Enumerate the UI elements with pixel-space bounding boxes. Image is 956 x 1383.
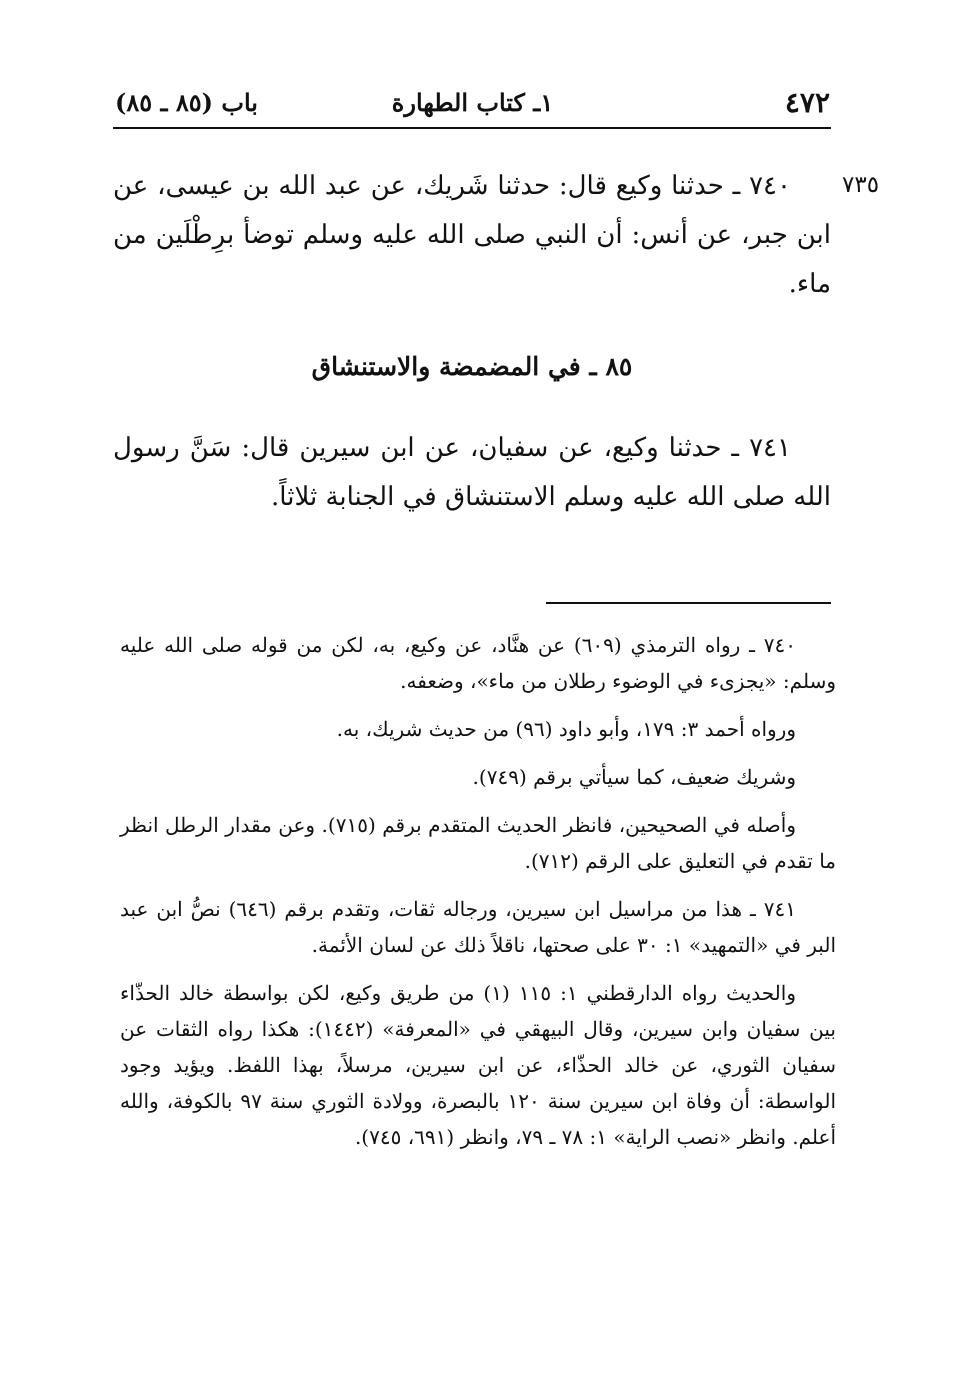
margin-number: ٧٣٥: [842, 172, 880, 198]
page-number: ٤٧٢: [784, 86, 830, 119]
footnote-paragraph: وأصله في الصحيحين، فانظر الحديث المتقدم برقم (٧١٥). وعن مقدار الرطل انظر ما تقدم في التعليق على الرقم (٧١٢).: [120, 813, 836, 873]
footnote-paragraph: وشريك ضعيف، كما سيأتي برقم (٧٤٩).: [472, 765, 796, 789]
section-heading: ٨٥ ـ في المضمضة والاستنشاق: [311, 352, 633, 381]
hadith-text: ٧٤٠ ـ حدثنا وكيع قال: حدثنا شَريك، عن عبد الله بن عيسى، عن ابن جبر، عن أنس: أن النبي صلى الله عليه وسلم توضأ برِطْلَين من ماء.: [113, 171, 831, 299]
footnote-paragraph: ٧٤١ ـ هذا من مراسيل ابن سيرين، ورجاله ثقات، وتقدم برقم (٦٤٦) نصُّ ابن عبد البر في «التمهيد» ١: ٣٠ على صحتها، ناقلاً ذلك عن لسان الأئمة.: [120, 897, 836, 957]
chapter-range: باب (٨٥ ـ ٨٥): [115, 88, 258, 117]
page-header: [115, 86, 830, 126]
footnote-divider: [546, 602, 831, 604]
hadith-740: [113, 162, 831, 309]
footnote-paragraph: ٧٤٠ ـ رواه الترمذي (٦٠٩) عن هنَّاد، عن وكيع، به، لكن من قوله صلى الله عليه وسلم: «يجزىء في الوضوء رطلان من ماء»، وضعفه.: [120, 633, 836, 693]
header-divider: [113, 127, 831, 129]
footnote-paragraph: ورواه أحمد ٣: ١٧٩، وأبو داود (٩٦) من حديث شريك، به.: [336, 717, 796, 741]
footnote-paragraph: والحديث رواه الدارقطني ١: ١١٥ (١) من طريق وكيع، لكن بواسطة خالد الحذّاء بين سفيان وابن سيرين، وقال البيهقي في «المعرفة» (١٤٤٢): هكذا رواه الثقات عن سفيان الثوري، عن خالد الحذّاء، عن ابن سيرين، مرسلاً، بهذا اللفظ. ويؤيد وجود الواسطة: أن وفاة ابن سيرين سنة ١٢٠ بالبصرة، وولادة الثوري سنة ٩٧ بالكوفة، والله أعلم. وانظر «نصب الراية» ١: ٧٨ ـ ٧٩، وانظر (٦٩١، ٧٤٥).: [120, 981, 837, 1149]
hadith-text: ٧٤١ ـ حدثنا وكيع، عن سفيان، عن ابن سيرين قال: سَنَّ رسول الله صلى الله عليه وسلم الاستنشاق في الجنابة ثلاثاً.: [113, 433, 831, 512]
hadith-741: [113, 424, 831, 522]
footnotes: [120, 627, 836, 1167]
book-title: ١ـ كتاب الطهارة: [391, 88, 554, 117]
